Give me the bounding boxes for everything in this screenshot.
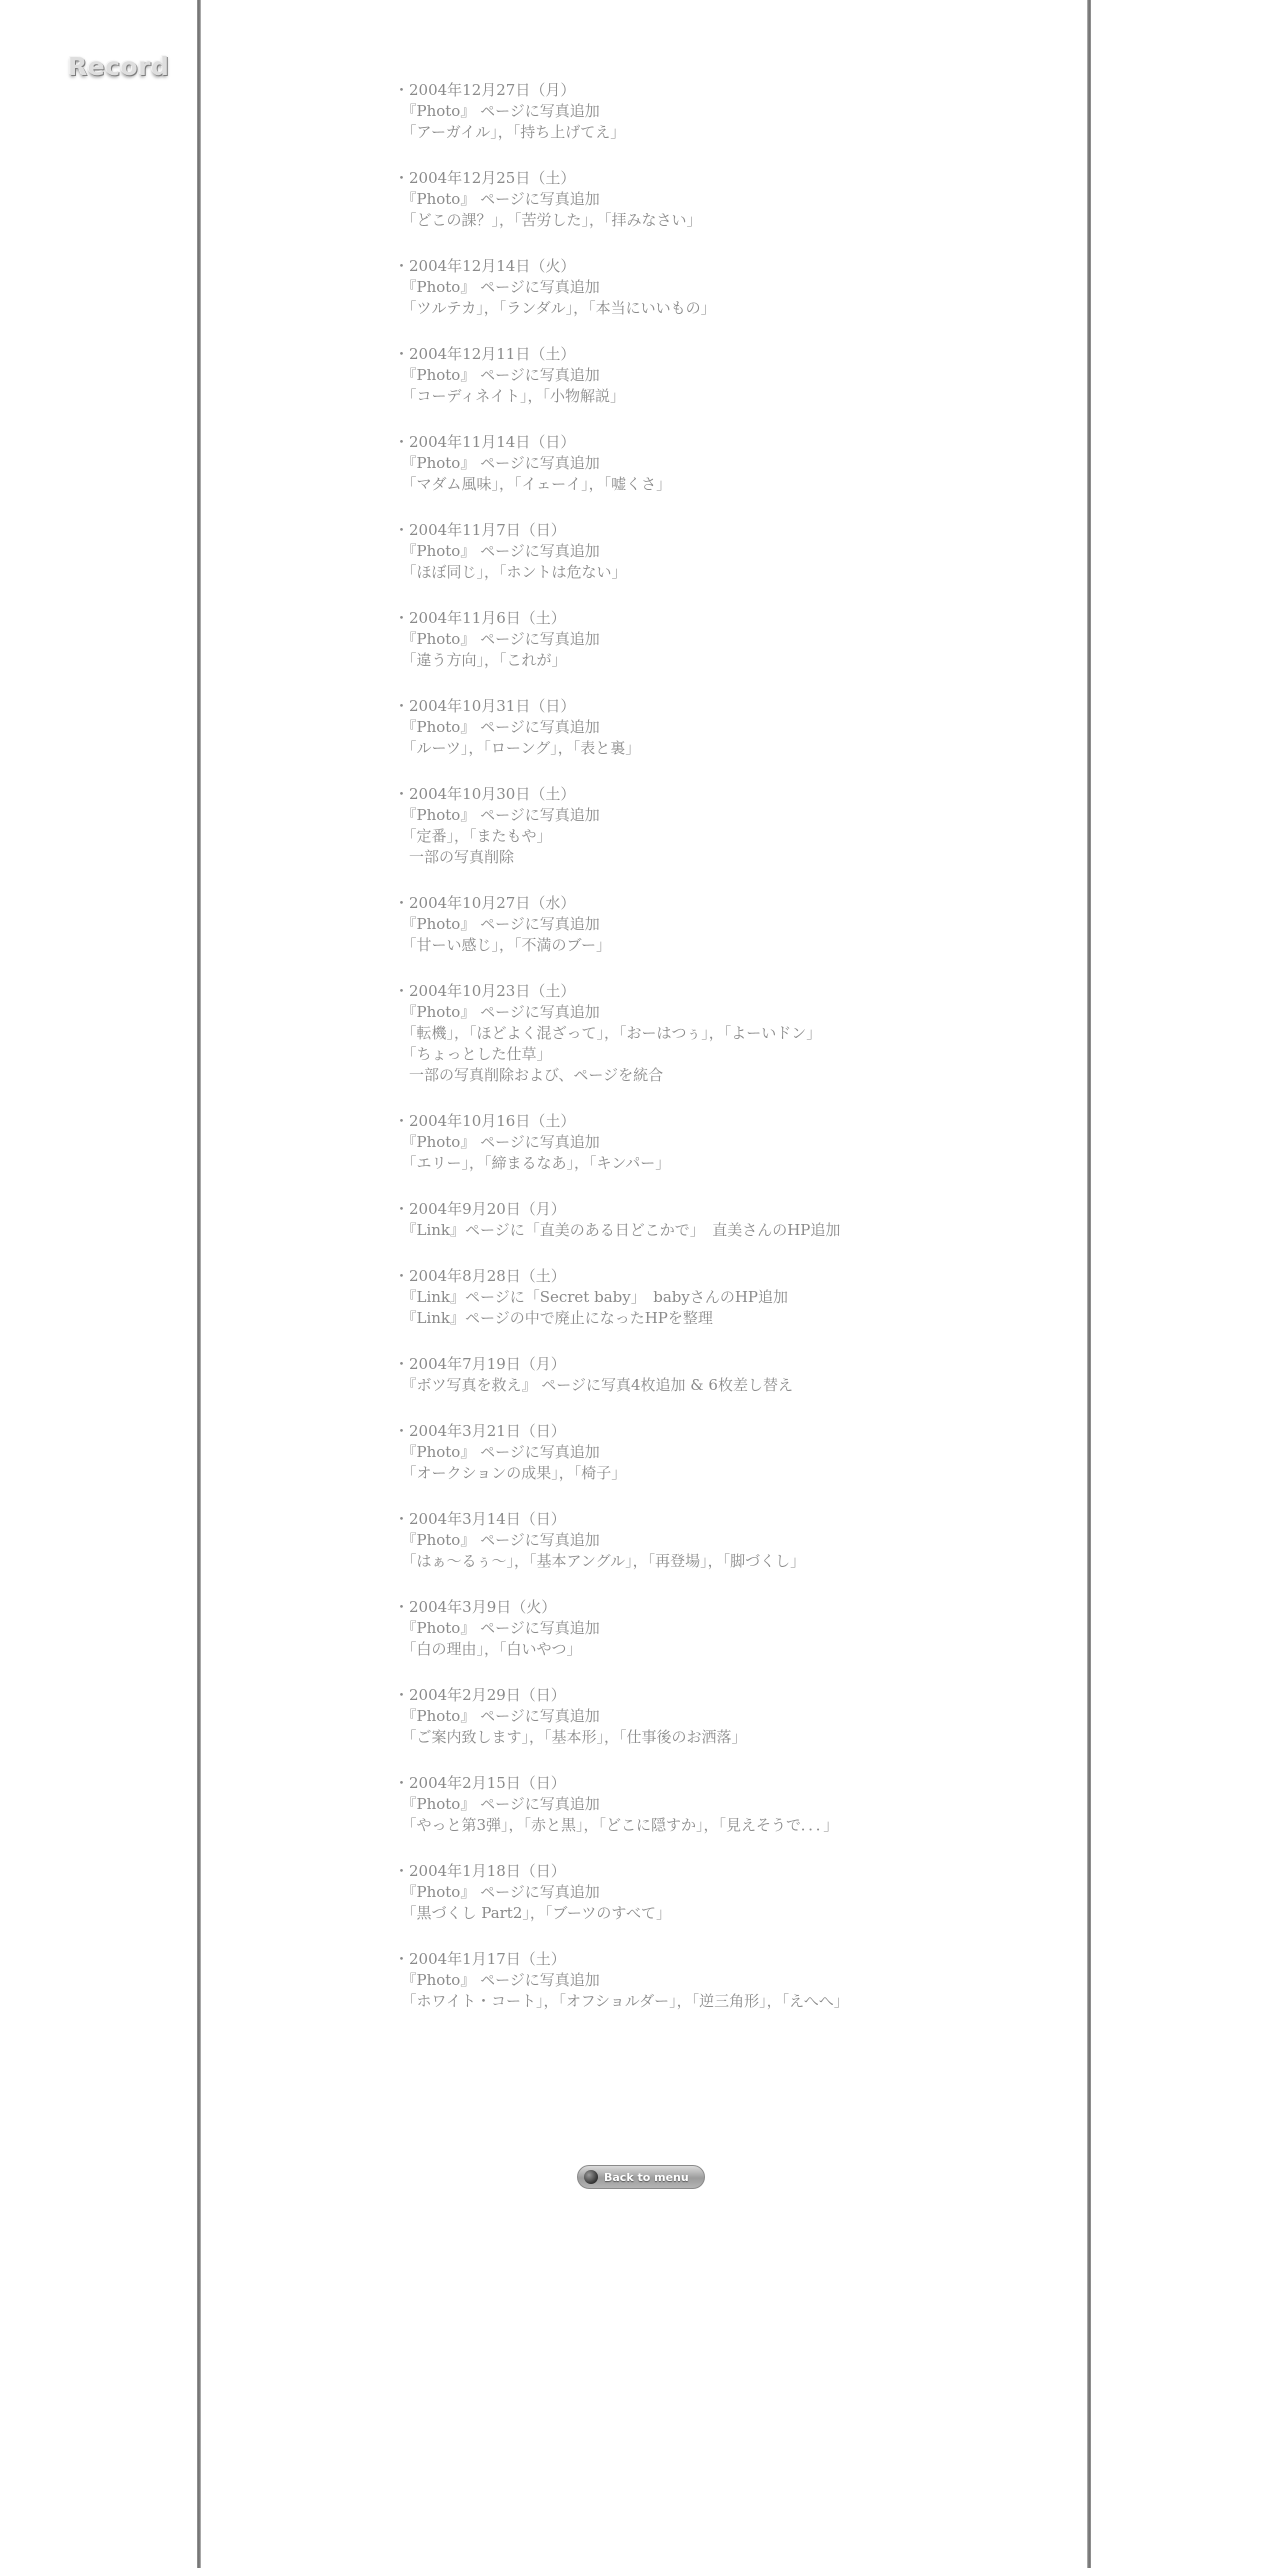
record-detail: 「違う方向」，「これが」: [394, 651, 567, 669]
record-entry: [394, 1685, 894, 1748]
record-date: ・2004年3月9日（火）: [394, 1598, 557, 1616]
record-detail: 『Photo』 ページに写真追加: [394, 190, 600, 208]
record-detail: 『Photo』 ページに写真追加: [394, 630, 600, 648]
record-entry: [394, 1111, 894, 1174]
record-detail: 「はぁ～るぅ～」，「基本アングル」，「再登場」，「脚づくし」: [394, 1552, 806, 1570]
record-date: ・2004年11月6日（土）: [394, 609, 566, 627]
record-detail: 『Photo』 ページに写真追加: [394, 806, 600, 824]
record-detail: 『Photo』 ページに写真追加: [394, 102, 600, 120]
record-detail: 「どこの課？」，「苦労した」，「拝みなさい」: [394, 211, 702, 229]
record-detail: 「黒づくし Part2」，「ブーツのすべて」: [394, 1904, 672, 1922]
record-detail: 「白の理由」，「白いやつ」: [394, 1640, 582, 1658]
record-detail: 「ちょっとした仕草」: [394, 1045, 552, 1063]
record-date: ・2004年10月31日（日）: [394, 697, 576, 715]
record-detail: 『Photo』 ページに写真追加: [394, 1133, 600, 1151]
record-detail: 「転機」，「ほどよく混ざって」，「おーはつぅ」，「よーいドン」: [394, 1024, 822, 1042]
back-ball-icon: [584, 2170, 598, 2184]
record-entry: [394, 893, 894, 956]
record-date: ・2004年11月14日（日）: [394, 433, 576, 451]
record-entry: [394, 1773, 894, 1836]
record-detail: 『Photo』 ページに写真追加: [394, 1707, 600, 1725]
record-entry: [394, 1421, 894, 1484]
record-date: ・2004年11月7日（日）: [394, 521, 566, 539]
record-detail: 「ツルテカ」，「ランダル」，「本当にいいもの」: [394, 299, 716, 317]
record-detail: 「アーガイル」，「持ち上げてえ」: [394, 123, 626, 141]
record-date: ・2004年9月20日（月）: [394, 1200, 566, 1218]
record-date: ・2004年3月21日（日）: [394, 1422, 566, 1440]
right-border-line: [1087, 0, 1091, 2568]
record-detail: 『Link』ページに「直美のある日どこかで」 直美さんのHP追加: [394, 1221, 841, 1239]
record-detail: 「ほぼ同じ」，「ホントは危ない」: [394, 563, 627, 581]
record-date: ・2004年7月19日（月）: [394, 1355, 566, 1373]
record-detail: 一部の写真削除および、ページを統合: [394, 1066, 664, 1084]
record-detail: 「オークションの成果」，「椅子」: [394, 1464, 627, 1482]
record-entry: [394, 1509, 894, 1572]
back-to-menu-label: Back to menu: [604, 2170, 689, 2184]
record-detail: 『ボツ写真を救え』 ページに写真4枚追加 & 6枚差し替え: [394, 1376, 793, 1394]
record-date: ・2004年2月29日（日）: [394, 1686, 566, 1704]
record-entry: [394, 344, 894, 407]
record-date: ・2004年2月15日（日）: [394, 1774, 566, 1792]
record-date: ・2004年3月14日（日）: [394, 1510, 566, 1528]
record-detail: 『Link』ページの中で廃止になったHPを整理: [394, 1309, 713, 1327]
record-entry: [394, 1861, 894, 1924]
record-detail: 「エリー」，「締まるなあ」，「キンパー」: [394, 1154, 671, 1172]
record-detail: 「定番」，「またもや」: [394, 827, 552, 845]
record-entry: [394, 1266, 894, 1329]
record-date: ・2004年10月30日（土）: [394, 785, 576, 803]
record-date: ・2004年1月18日（日）: [394, 1862, 566, 1880]
record-list: [394, 80, 894, 2037]
record-entry: [394, 80, 894, 143]
record-detail: 「甘ーい感じ」，「不満のブー」: [394, 936, 612, 954]
record-detail: 『Photo』 ページに写真追加: [394, 542, 600, 560]
record-detail: 『Photo』 ページに写真追加: [394, 1883, 600, 1901]
record-detail: 『Photo』 ページに写真追加: [394, 915, 600, 933]
record-detail: 『Link』ページに「Secret baby」 babyさんのHP追加: [394, 1288, 789, 1306]
record-logo: Record: [68, 52, 170, 81]
record-detail: 「マダム風味」，「イェーイ」，「嘘くさ」: [394, 475, 672, 493]
record-detail: 「コーディネイト」，「小物解説」: [394, 387, 626, 405]
record-detail: 『Photo』 ページに写真追加: [394, 454, 600, 472]
record-date: ・2004年10月16日（土）: [394, 1112, 576, 1130]
record-date: ・2004年12月25日（土）: [394, 169, 576, 187]
record-detail: 「ルーツ」，「ローング」，「表と裏」: [394, 739, 641, 757]
record-detail: 『Photo』 ページに写真追加: [394, 1795, 600, 1813]
record-entry: [394, 1199, 894, 1241]
record-detail: 『Photo』 ページに写真追加: [394, 1531, 600, 1549]
record-entry: [394, 696, 894, 759]
record-date: ・2004年10月27日（水）: [394, 894, 576, 912]
record-detail: 『Photo』 ページに写真追加: [394, 1619, 600, 1637]
record-entry: [394, 1597, 894, 1660]
record-entry: [394, 981, 894, 1086]
left-border-line: [197, 0, 201, 2568]
record-date: ・2004年10月23日（土）: [394, 982, 576, 1000]
record-entry: [394, 520, 894, 583]
record-date: ・2004年8月28日（土）: [394, 1267, 566, 1285]
record-date: ・2004年12月14日（火）: [394, 257, 576, 275]
record-detail: 『Photo』 ページに写真追加: [394, 1971, 600, 1989]
record-detail: 『Photo』 ページに写真追加: [394, 278, 600, 296]
record-entry: [394, 168, 894, 231]
record-date: ・2004年12月11日（土）: [394, 345, 576, 363]
record-detail: 『Photo』 ページに写真追加: [394, 366, 600, 384]
record-detail: 一部の写真削除: [394, 848, 515, 866]
record-entry: [394, 1354, 894, 1396]
record-detail: 『Photo』 ページに写真追加: [394, 1443, 600, 1461]
record-entry: [394, 1949, 894, 2012]
record-date: ・2004年12月27日（月）: [394, 81, 576, 99]
record-detail: 「ホワイト・コート」，「オフショルダー」，「逆三角形」，「えへへ」: [394, 1992, 849, 2010]
record-entry: [394, 256, 894, 319]
record-entry: [394, 784, 894, 868]
record-entry: [394, 432, 894, 495]
back-to-menu-button[interactable]: [577, 2165, 705, 2189]
record-entry: [394, 608, 894, 671]
record-date: ・2004年1月17日（土）: [394, 1950, 566, 1968]
record-detail: 「ご案内致します」，「基本形」，「仕事後のお洒落」: [394, 1728, 747, 1746]
record-detail: 『Photo』 ページに写真追加: [394, 718, 600, 736]
record-detail: 『Photo』 ページに写真追加: [394, 1003, 600, 1021]
record-detail: 「やっと第3弾」，「赤と黒」，「どこに隠すか」，「見えそうで．．．」: [394, 1816, 839, 1834]
